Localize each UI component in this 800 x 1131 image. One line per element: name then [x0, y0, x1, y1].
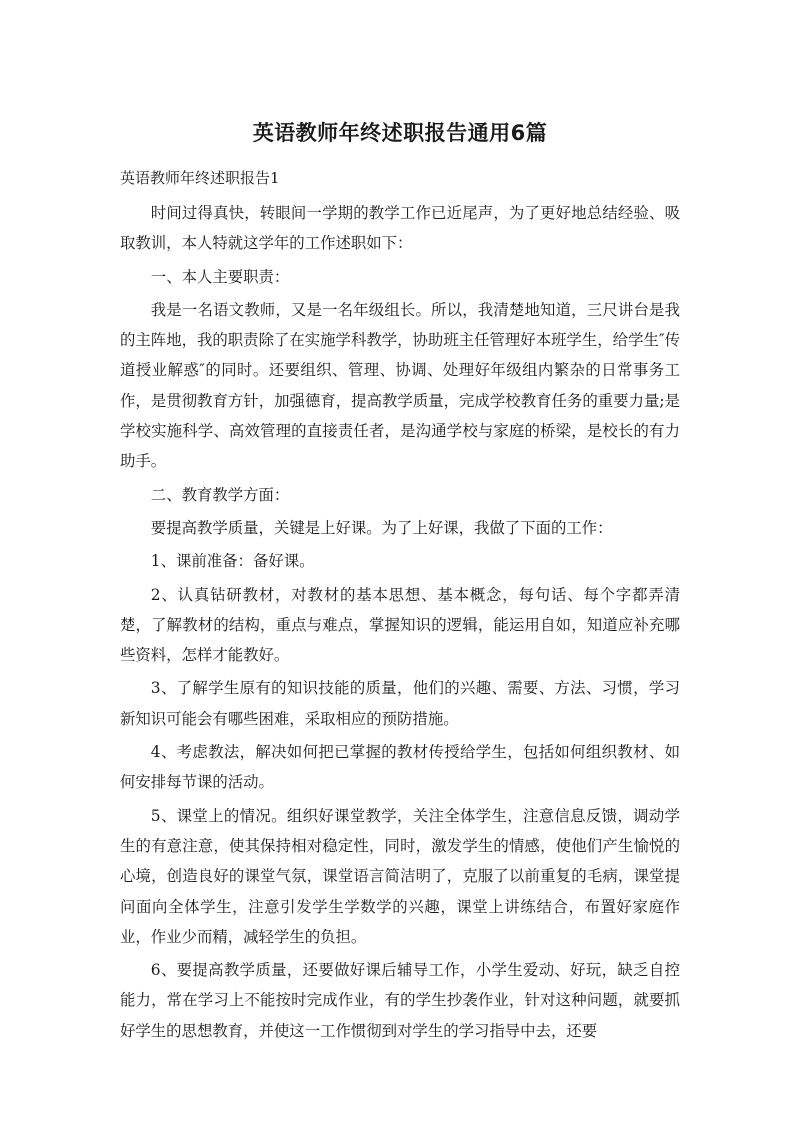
list-item-2: 2、认真钻研教材，对教材的基本思想、基本概念，每句话、每个字都弄清楚，了解教材的结构，重点与难点，掌握知识的逻辑，能运用自如，知道应补充哪些资料，怎样才能教好。	[120, 585, 680, 665]
list-item-6: 6、要提高教学质量，还要做好课后辅导工作，小学生爱动、好玩，缺乏自控能力，常在学习上不能按时完成作业，有的学生抄袭作业，针对这种问题，就要抓好学生的思想教育，并使这一工作惯彻到对学生的学习指导中去，还要	[120, 961, 680, 1040]
list-item-5: 5、课堂上的情况。组织好课堂教学，关注全体学生，注意信息反馈，调动学生的有意注意，使其保持相对稳定性，同时，激发学生的情感，使他们产生愉悦的心境，创造良好的课堂气氛，课堂语言简洁明了，克服了以前重复的毛病，课堂提问面向全体学生，注意引发学生学数学的兴趣，课堂上讲练结合，布置好家庭作业，作业少而精，减轻学生的负担。	[120, 806, 680, 946]
paragraph-teaching-intro: 要提高教学质量，关键是上好课。为了上好课，我做了下面的工作：	[150, 518, 613, 537]
paragraph-intro: 时间过得真快，转眼间一学期的教学工作已近尾声，为了更好地总结经验、吸取教训，本人特就这学年的工作述职如下：	[120, 204, 680, 253]
document-title: 英语教师年终述职报告通用6篇	[252, 121, 548, 145]
section-subtitle: 英语教师年终述职报告1	[120, 169, 280, 187]
heading-teaching: 二、教育教学方面：	[150, 485, 290, 504]
list-item-1: 1、课前准备：备好课。	[150, 552, 315, 571]
paragraph-duties: 我是一名语文教师，又是一名年级组长。所以，我清楚地知道，三尺讲台是我的主阵地，我的职责除了在实施学科教学，协助班主任管理好本班学生，给学生″传道授业解惑″的同时。还要组织、管理、协调、处理好年级组内繁杂的日常事务工作，是贯彻教育方针，加强德育，提高教学质量，完成学校教育任务的重要力量;是学校实施科学、高效管理的直接责任者，是沟通学校与家庭的桥梁，是校长的有力助手。	[120, 300, 680, 471]
heading-main-duties: 一、本人主要职责：	[150, 267, 290, 286]
list-item-4: 4、考虑教法，解决如何把已掌握的教材传授给学生，包括如何组织教材、如何安排每节课的活动。	[120, 743, 680, 792]
list-item-3: 3、了解学生原有的知识技能的质量，他们的兴趣、需要、方法、习惯，学习新知识可能会有哪些困难，采取相应的预防措施。	[120, 679, 680, 728]
